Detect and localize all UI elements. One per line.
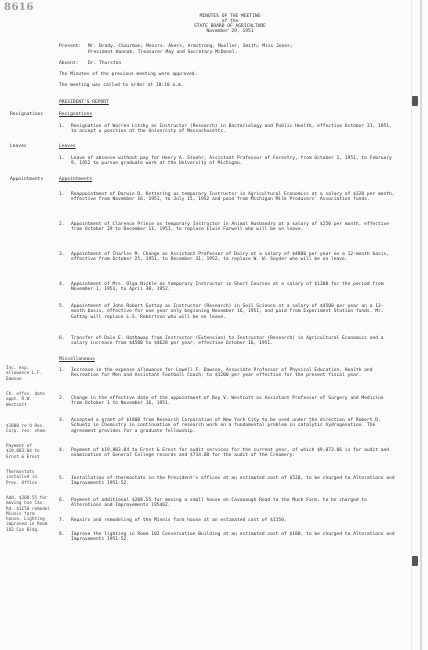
misc-item: Installation of thermostats in the President's offices at an estimated cost of $520, to be charged to Alterations and Improvements 1951-52. bbox=[71, 476, 395, 487]
item-number: 1. bbox=[59, 192, 65, 197]
header-line-2: of the bbox=[221, 19, 239, 24]
binder-hole bbox=[412, 556, 418, 566]
appointment-item: Transfer of Dale E. Hathaway from Instructor (Extension) to Instructor (Research) in Agricultural Economics and a salary increase from $4500 to $4620 per year, effective October 16, 1951. bbox=[71, 336, 384, 347]
item-number: 4. bbox=[59, 448, 65, 453]
item-number: 7. bbox=[59, 518, 65, 523]
report-title: PRESIDENT'S REPORT bbox=[59, 100, 109, 105]
section-title-resignations: Resignations bbox=[59, 112, 93, 117]
misc-item: Repairs and remodeling of the Minnis farm house at an estimated cost of $1150. bbox=[71, 518, 287, 523]
item-number: 5. bbox=[59, 304, 65, 309]
item-number: 6. bbox=[59, 336, 65, 341]
margin-note: Payment of $19,803.04 to Ernst & Ernst bbox=[6, 444, 40, 460]
absent-text: Dr. Thurston bbox=[88, 61, 122, 66]
appointment-item: Appointment of Charles M. Change as Assistant Professor of Dairy at a salary of $4800 per year on a 12-month basis, effective from October 25, 1951, to December 31, 1952, to replace W. W. Snyder who will be on leave. bbox=[71, 252, 390, 263]
present-text-2: President Hannah, Treasurer May and Secretary McDonel. bbox=[88, 50, 238, 55]
present-text: Mr. Brody, Chairman; Messrs. Akers, Armstrong, Mueller, Smith; Miss Jones; bbox=[88, 44, 293, 49]
margin-note: Thermostats installed in Pres. Office bbox=[6, 470, 38, 486]
margin-resignations: Resignations bbox=[10, 112, 44, 117]
present-label: Present: bbox=[59, 44, 82, 49]
misc-item: Payment of $19,803.04 to Ernst & Ernst for audit services for the current year, of which $9,073.06 is for audit and examination of General College records and $734.88 for the audit of the Creamery. bbox=[71, 448, 390, 459]
binder-hole bbox=[412, 96, 418, 106]
misc-item: Accepted a grant of $1800 from Research Corporation of New York City to be used under the direction of Robert D. Schuetz in Chemistry in continuation of research work on a fundamental problem in catalytic hydrogenation. The agreement provides for a graduate fellowship. bbox=[71, 418, 381, 434]
item-number: 1. bbox=[59, 156, 65, 161]
header-line-3: STATE BOARD OF AGRICULTURE bbox=[194, 24, 266, 29]
item-number: 1. bbox=[59, 368, 65, 373]
called-to-order: The meeting was called to order at 10:10 a.m. bbox=[59, 83, 184, 88]
misc-item: Payment of additional $208.55 for moving a small house on Cavanaugh Road to the Muck Farm, to be charged to Alterations and Improvements 195462. bbox=[71, 498, 367, 509]
page-number: 8616 bbox=[4, 2, 34, 13]
appointment-item: Appointment of Clarence Prince as temporary Instructor in Animal Husbandry at a salary of $250 per month, effective from October 29 to December 11, 1951, to replace Elwin Farwell who will be on leave. bbox=[71, 222, 390, 233]
item-number: 2. bbox=[59, 222, 65, 227]
minutes-approved: The Minutes of the previous meeting were approved. bbox=[59, 72, 198, 77]
section-title-miscellaneous: Miscellaneous bbox=[59, 357, 95, 362]
item-number: 8. bbox=[59, 532, 65, 537]
absent-label: Absent: bbox=[59, 61, 79, 66]
item-number: 2. bbox=[59, 396, 65, 401]
margin-note: Ch. effec. date appt. R.W. Westcott bbox=[6, 392, 45, 408]
item-number: 5. bbox=[59, 476, 65, 481]
misc-item: Change in the effective date of the appointment of Roy V. Westcott as Assistant Professor of Surgery and Medicine from October 1 to November 16, 1951. bbox=[71, 396, 384, 407]
page-edge bbox=[420, 0, 422, 650]
item-number: 6. bbox=[59, 498, 65, 503]
margin-note: $1800 re'd Res. Corp. res. chem. bbox=[6, 424, 48, 435]
item-number: 4. bbox=[59, 282, 65, 287]
item-number: 3. bbox=[59, 252, 65, 257]
item-number: 3. bbox=[59, 418, 65, 423]
header-line-1: MINUTES OF THE MEETING bbox=[199, 14, 261, 19]
item-number: 1. bbox=[59, 124, 65, 129]
misc-item: Improve the lighting in Room 102 Conservation Building at an estimated cost of $180, to be charged to Alterations and Improvements 1951-52. bbox=[71, 532, 395, 543]
margin-note: Add. $208.55 for moving hse Cav. Rd. $1150 remodel Minnis farm house. Lighting improved in Room 102 Con Bldg. bbox=[6, 496, 50, 533]
margin-note: Inc. exp. allowance L.F. Dawson bbox=[6, 366, 43, 382]
appointment-item: Appointment of John Robert Guttay as Instructor (Research) in Soil Science at a salary of $4500 per year on a 12-month basis, effective for one year only beginning November 16, 1951, and paid from Experiment Station funds. Mr. Guttay will replace L.S. Robertson who will be on leave. bbox=[71, 304, 384, 320]
misc-item: Increase in the expense allowance for Lowell F. Dawson, Associate Professor of Physical Education, Health and Recreation for Men and Assistant Football Coach, to $1200 per year effective for the present fiscal year. bbox=[71, 368, 373, 379]
resignation-item: Resignation of Warren Litsky as Instructor (Research) in Bacteriology and Public Health, effective October 31, 1951, to accept a position at the University of Massachusetts. bbox=[71, 124, 392, 135]
section-title-appointments: Appointments bbox=[59, 177, 93, 182]
appointment-item: Appointment of Mrs. Olga Nickle as temporary Instructor in Short Courses at a salary of $1300 for the period from November 1, 1951, to April 30, 1952. bbox=[71, 282, 384, 293]
margin-appointments: Appointments bbox=[10, 177, 44, 182]
section-title-leaves: Leaves bbox=[59, 144, 76, 149]
meeting-date: November 29, 1951 bbox=[206, 29, 254, 34]
appointment-item: Reappointment of Darwin D. Kettering as temporary Instructor in Agricultural Economics at a salary of $320 per month, effective from November 16, 1951, to July 15, 1952 and paid from Michigan Milk Producers' Association funds. bbox=[71, 192, 395, 203]
leave-item: Leave of absence without pay for Henry A. Stoehr, Assistant Professor of Forestry, from October 1, 1951, to February 9, 1952 to pursue graduate work at the University of Michigan. bbox=[71, 156, 392, 167]
margin-leaves: Leaves bbox=[10, 144, 27, 149]
